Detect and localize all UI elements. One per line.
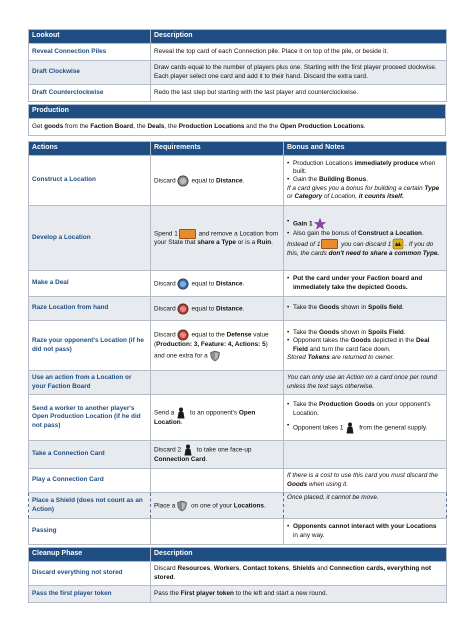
row-description: Draw cards equal to the number of players plus one. Starting with the first player proceed clockwise. Each player select one card and add it to their hand. Discard the extra card. (151, 61, 447, 85)
description-header: Description (151, 30, 447, 44)
table-row (29, 297, 447, 321)
bonus-notes-header: Bonus and Notes (284, 142, 447, 156)
table-row (29, 586, 447, 603)
card-back-red-icon (177, 303, 189, 315)
action-requirements: Discard equal to Distance. (151, 297, 284, 321)
action-notes: • Put the card under your Faction board and immediately take the depicted Goods. (284, 271, 447, 297)
table-row (29, 85, 447, 102)
table-row (29, 44, 447, 61)
row-description: Redo the last step but starting with the last player and counterclockwise. (151, 85, 447, 102)
table-row (29, 156, 447, 206)
action-requirements: Discard equal to Distance. (151, 271, 284, 297)
cleanup-table (28, 547, 447, 603)
actions-table (28, 141, 447, 545)
table-row (29, 371, 447, 395)
row-name: Draft Counterclockwise (29, 85, 151, 102)
action-requirements: Spend 1 and remove a Location from your State that share a Type or is a Ruin. (151, 206, 284, 271)
description-header: Description (151, 548, 447, 562)
orange-card-icon (321, 239, 338, 249)
shield-icon (209, 350, 221, 362)
orange-card-icon (179, 229, 196, 239)
table-row (29, 395, 447, 441)
lookout-header: Lookout (29, 30, 151, 44)
action-requirements: Discard equal to Distance. (151, 156, 284, 206)
requirements-header: Requirements (151, 142, 284, 156)
shield-icon (176, 500, 188, 512)
action-notes: • Take the Production Goods on your opponent's Location. • Opponent takes 1 from the general supply. (284, 395, 447, 441)
action-requirements (151, 519, 284, 545)
action-requirements (151, 371, 284, 395)
card-back-blue-icon (177, 278, 189, 290)
action-notes: • Production Locations immediately produce when built. • Gain the Building Bonus. If a card gives you a bonus for building a certain Type or Category of Location, it counts itself. (284, 156, 447, 206)
table-row (29, 562, 447, 586)
action-name: Make a Deal (29, 271, 151, 297)
action-name: Raze your opponent's Location (if he did not pass) (29, 321, 151, 371)
table-row (29, 321, 447, 371)
production-header: Production (29, 105, 446, 119)
action-notes: You can only use an Action on a card once per round unless the text says otherwise. (284, 371, 447, 395)
table-row (29, 519, 447, 545)
action-notes (284, 441, 447, 469)
lookout-table (28, 29, 447, 102)
gold-token-icon (392, 238, 404, 250)
action-requirements: Discard equal to the Defense value (Production: 3, Feature: 4, Actions: 5) and one extra for a (151, 321, 284, 371)
action-name: Play a Connection Card (29, 469, 151, 493)
action-requirements: Place a on one of your Locations. (151, 493, 284, 519)
card-back-red-icon (177, 329, 189, 341)
production-header-row (29, 105, 446, 119)
worker-meeple-icon (344, 422, 356, 434)
action-notes: • Take the Goods shown in Spoils field. (284, 297, 447, 321)
action-requirements: Discard 2 to take one face-up Connection Card. (151, 441, 284, 469)
card-back-grey-icon (177, 175, 189, 187)
table-row (29, 469, 447, 493)
table-row (29, 441, 447, 469)
table-row (29, 61, 447, 85)
row-description: Reveal the top card of each Connection pile. Place it on top of the pile, or beside it. (151, 44, 447, 61)
table-row (29, 119, 446, 136)
row-description: Pass the First player token to the left and start a new round. (151, 586, 447, 603)
row-name: Discard everything not stored (29, 562, 151, 586)
row-name: Reveal Connection Piles (29, 44, 151, 61)
cleanup-header: Cleanup Phase (29, 548, 151, 562)
action-name: Place a Shield (does not count as an Action) (29, 493, 151, 519)
action-requirements: Send a to an opponent's Open Location. (151, 395, 284, 441)
table-row (29, 271, 447, 297)
action-requirements (151, 469, 284, 493)
actions-header-row (29, 142, 447, 156)
table-row (29, 493, 447, 519)
action-name: Construct a Location (29, 156, 151, 206)
table-row (29, 206, 447, 271)
lookout-header-row (29, 30, 447, 44)
actions-header: Actions (29, 142, 151, 156)
action-name: Use an action from a Location or your Faction Board (29, 371, 151, 395)
action-notes: • Opponents cannot interact with your Locations in any way. (284, 519, 447, 545)
worker-meeple-icon (182, 444, 194, 456)
action-name: Develop a Location (29, 206, 151, 271)
row-name: Draft Clockwise (29, 61, 151, 85)
action-notes: If there is a cost to use this card you must discard the Goods when using it. (284, 469, 447, 493)
production-table (28, 104, 446, 136)
action-notes: • Take the Goods shown in Spoils Field. • Opponent takes the Goods depicted in the Deal Field and turn the card face down. Stored Tokens are returned to owner. (284, 321, 447, 371)
action-name: Passing (29, 519, 151, 545)
row-description: Discard Resources, Workers, Contact tokens, Shields and Connection cards, everything not stored. (151, 562, 447, 586)
action-notes: Once placed, it cannot be move. (284, 493, 447, 519)
cleanup-header-row (29, 548, 447, 562)
purple-star-icon (314, 218, 326, 230)
action-name: Raze Location from hand (29, 297, 151, 321)
row-name: Pass the first player token (29, 586, 151, 603)
action-name: Send a worker to another player's Open Production Location (if he did not pass) (29, 395, 151, 441)
action-name: Take a Connection Card (29, 441, 151, 469)
worker-meeple-icon (175, 407, 187, 419)
production-description: Get goods from the Faction Board, the Deals, the Production Locations and the the Open Production Locations. (29, 119, 446, 136)
action-notes: • Gain 1 • Also gain the bonus of Construct a Location. Instead of 1 you can discard 1 . If you do this, the cards don't need to share a common Type. (284, 206, 447, 271)
